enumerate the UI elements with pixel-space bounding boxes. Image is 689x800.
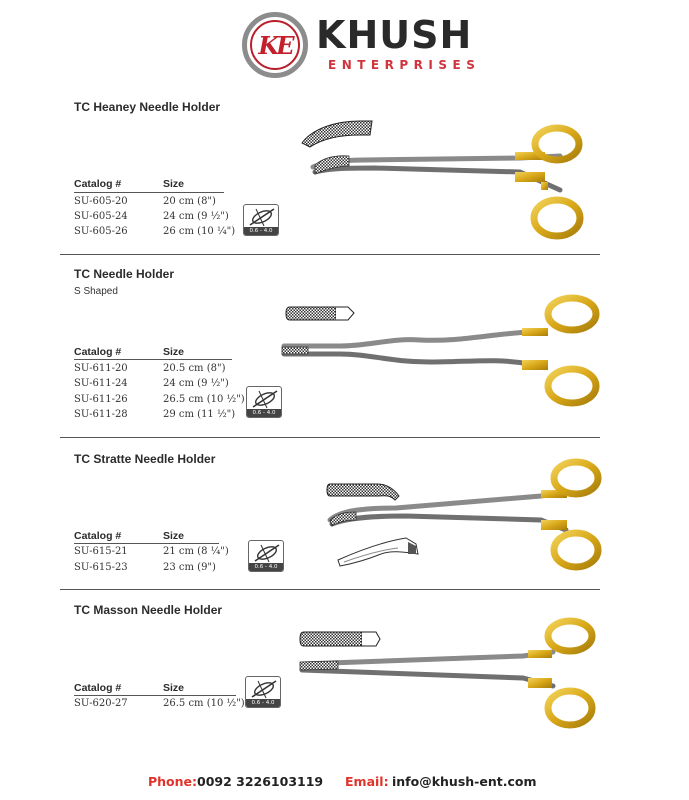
suture-range-label: 0.6 - 4.0 [247, 409, 281, 417]
size-value: 23 cm (9") [163, 562, 216, 573]
size-column-header: Size [163, 682, 185, 694]
catalog-column-header: Catalog # [74, 178, 122, 190]
section-divider [60, 437, 600, 438]
suture-range-label: 0.6 - 4.0 [249, 563, 283, 571]
size-value: 24 cm (9 ½") [163, 378, 229, 389]
suture-range-badge [243, 204, 279, 236]
catalog-number: SU-605-20 [74, 196, 128, 207]
suture-range-badge [246, 386, 282, 418]
brand-tagline: ENTERPRISES [328, 58, 481, 72]
catalog-number: SU-611-24 [74, 378, 128, 389]
email-address[interactable]: info@khush-ent.com [392, 774, 537, 789]
section-divider [60, 589, 600, 590]
suture-range-icon [246, 677, 281, 701]
catalog-number: SU-605-24 [74, 211, 128, 222]
catalog-column-header: Catalog # [74, 530, 122, 542]
product-title: TC Stratte Needle Holder [74, 452, 216, 466]
size-column-header: Size [163, 530, 185, 542]
catalog-number: SU-615-21 [74, 546, 128, 557]
catalog-number: SU-620-27 [74, 698, 128, 709]
catalog-number: SU-611-28 [74, 409, 128, 420]
phone-label: Phone: [148, 774, 198, 789]
header-underline [74, 543, 219, 544]
size-value: 26.5 cm (10 ½") [163, 394, 245, 405]
brand-name: KHUSH [316, 13, 473, 57]
size-value: 26 cm (10 ¼") [163, 226, 236, 237]
masson-needle-holder-icon [298, 612, 608, 732]
size-value: 26.5 cm (10 ½") [163, 698, 245, 709]
suture-range-badge [245, 676, 281, 708]
phone-number[interactable]: 0092 3226103119 [197, 774, 324, 789]
catalog-column-header: Catalog # [74, 346, 122, 358]
size-value: 20.5 cm (8") [163, 363, 226, 374]
suture-range-label: 0.6 - 4.0 [246, 699, 280, 707]
suture-range-icon [244, 205, 279, 229]
header-underline [74, 359, 232, 360]
size-value: 21 cm (8 ¼") [163, 546, 229, 557]
suture-range-icon [247, 387, 282, 411]
product-title: TC Masson Needle Holder [74, 603, 223, 617]
size-value: 20 cm (8") [163, 196, 216, 207]
product-subtitle: S Shaped [74, 286, 118, 297]
catalog-number: SU-611-20 [74, 363, 128, 374]
logo-badge [242, 12, 308, 78]
product-title: TC Needle Holder [74, 267, 175, 281]
section-divider [60, 254, 600, 255]
size-column-header: Size [163, 178, 185, 190]
size-column-header: Size [163, 346, 185, 358]
company-logo [242, 12, 481, 82]
catalog-number: SU-615-23 [74, 562, 128, 573]
header-underline [74, 695, 236, 696]
size-value: 24 cm (9 ½") [163, 211, 229, 222]
s-shaped-needle-holder-icon [280, 292, 605, 407]
suture-range-icon [249, 541, 284, 565]
catalog-column-header: Catalog # [74, 682, 122, 694]
catalog-number: SU-605-26 [74, 226, 128, 237]
logo-monogram: KE [250, 20, 300, 70]
heaney-needle-holder-icon [305, 122, 605, 250]
size-value: 29 cm (11 ½") [163, 409, 236, 420]
email-label: Email: [345, 774, 389, 789]
jaw-side-view-icon [336, 532, 426, 572]
suture-range-label: 0.6 - 4.0 [244, 227, 278, 235]
product-title: TC Heaney Needle Holder [74, 100, 221, 114]
suture-range-badge [248, 540, 284, 572]
header-underline [74, 192, 224, 193]
catalog-number: SU-611-26 [74, 394, 128, 405]
